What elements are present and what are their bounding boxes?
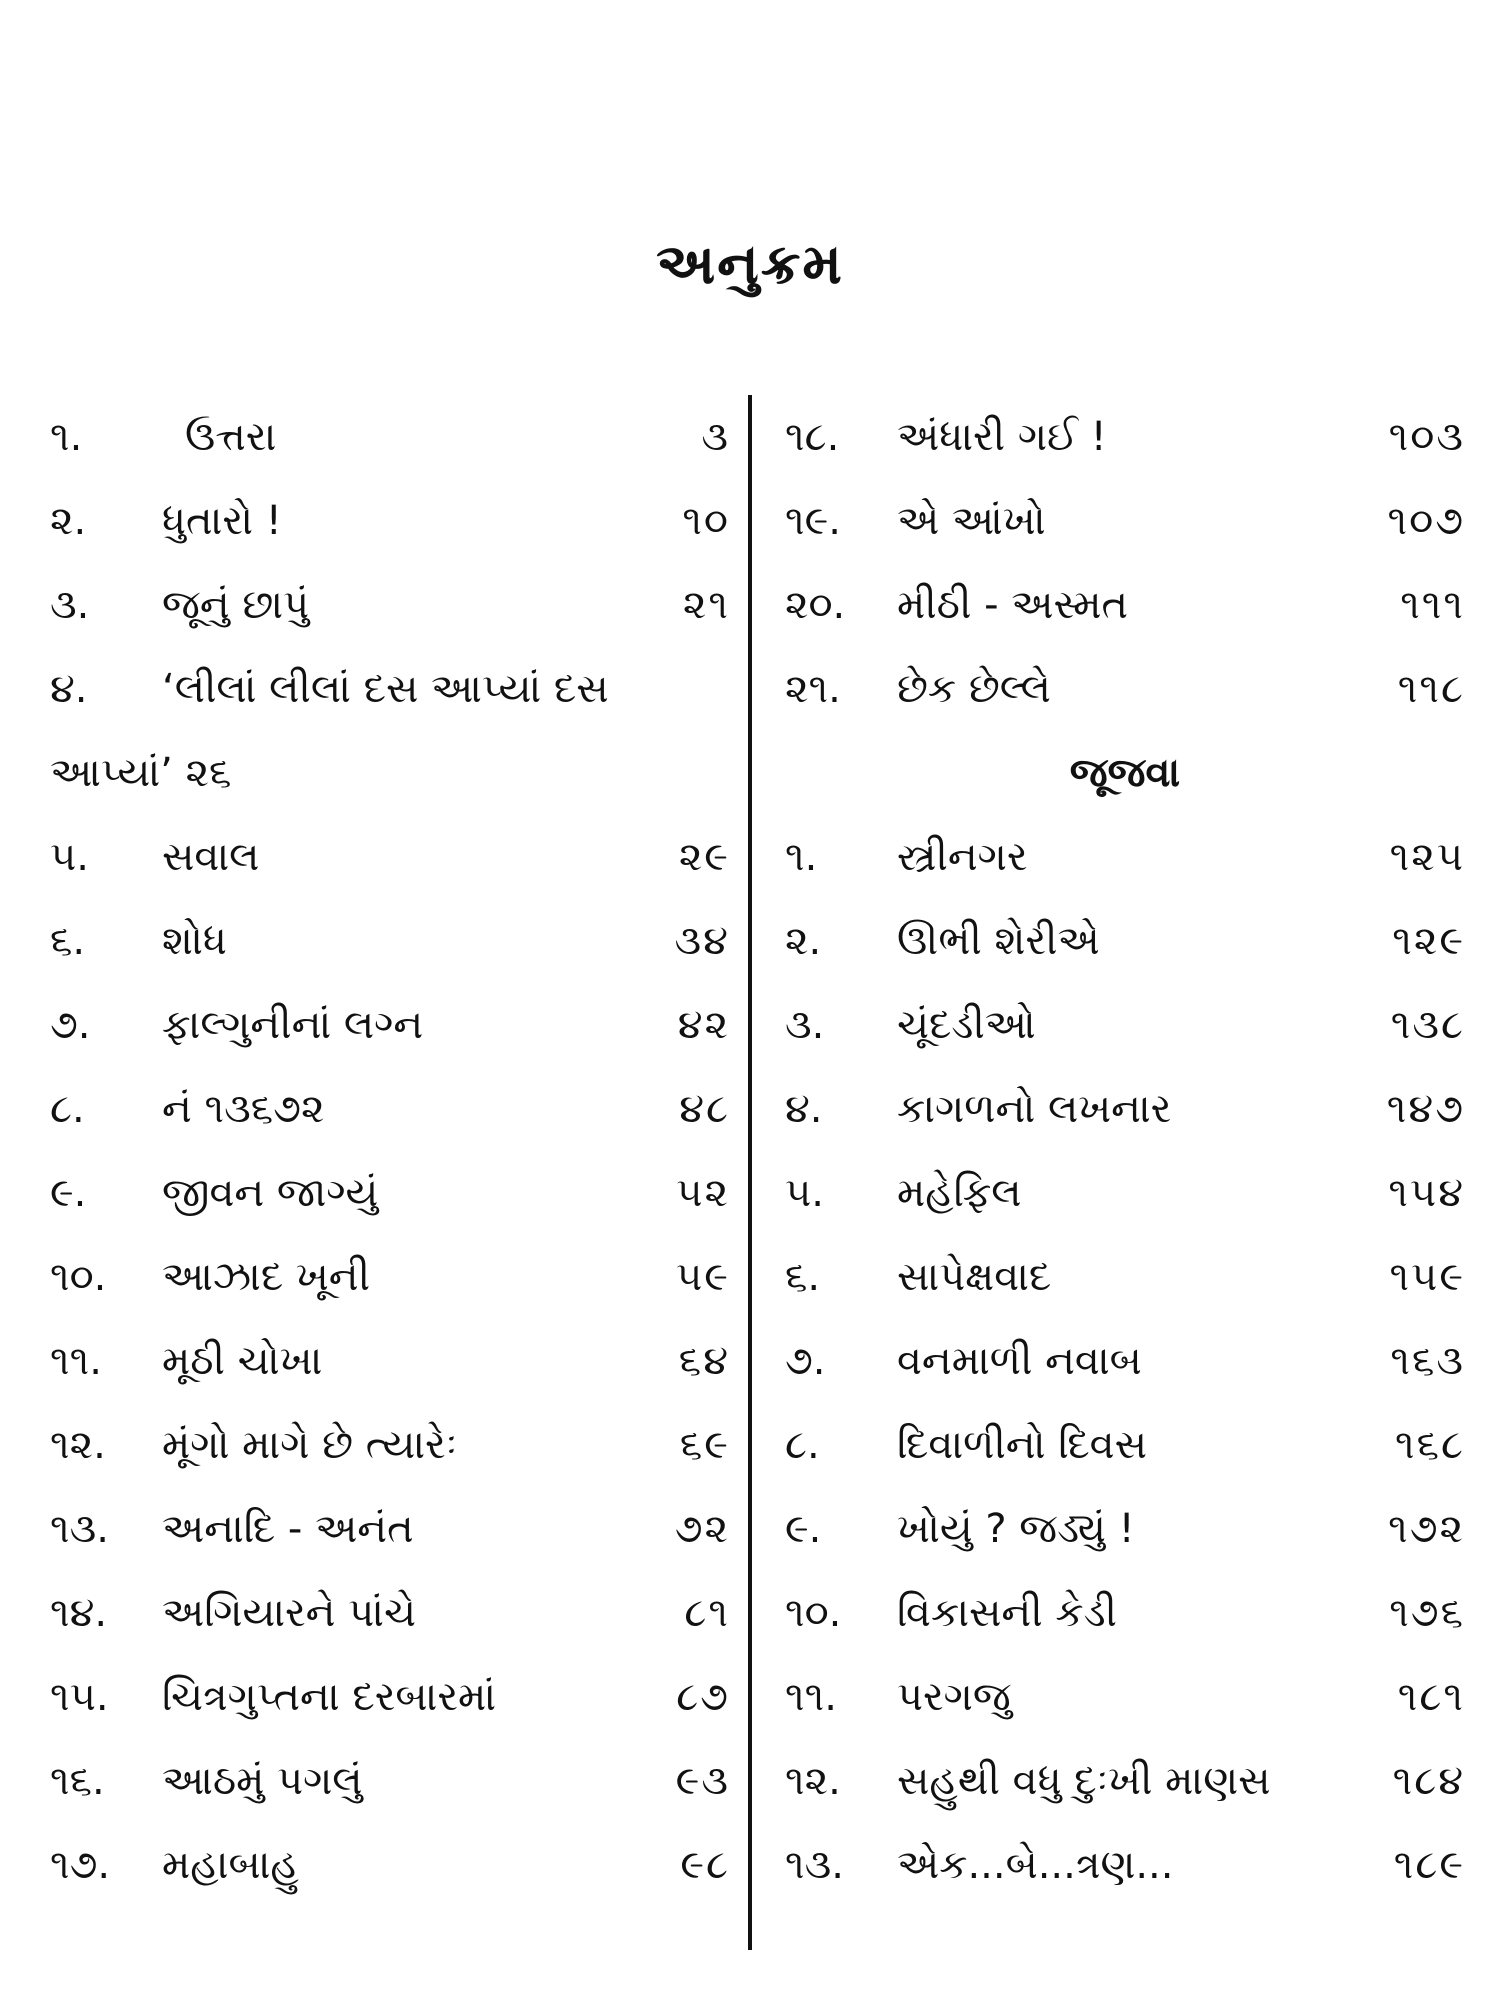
entry-title: અનાદિ - અનંત (162, 1506, 414, 1552)
entry-number: ૧૭. (50, 1842, 111, 1888)
toc-entry (50, 1823, 730, 1907)
toc-entry (50, 563, 730, 647)
entry-number: ૧૬. (50, 1758, 105, 1804)
entry-page-number: ૧૦૭ (1387, 498, 1465, 544)
entry-page-number: ૩ (701, 414, 730, 460)
entry-number: ૮. (50, 1086, 85, 1132)
entry-number: ૪. (50, 666, 88, 712)
entry-number: ૧૧. (785, 1674, 837, 1720)
entry-page-number: ૬૪ (678, 1338, 730, 1384)
entry-number: ૧૦. (50, 1254, 107, 1300)
entry-title: શોધ (162, 918, 227, 964)
entry-title: મૂઠી ચોખા (162, 1338, 323, 1384)
entry-title: આઝાદ ખૂની (162, 1254, 371, 1300)
entry-page-number: ૯૩ (675, 1758, 730, 1804)
toc-entry (50, 1151, 730, 1235)
entry-page-number: ૧૬૮ (1395, 1422, 1465, 1468)
toc-entry (785, 1067, 1465, 1151)
entry-page-number: ૧૪૭ (1386, 1086, 1465, 1132)
toc-entry (50, 1067, 730, 1151)
entry-title: ખોયું ? જડ્યું ! (897, 1506, 1135, 1552)
entry-page-number: ૧૭૬ (1389, 1590, 1465, 1636)
toc-entry (785, 563, 1465, 647)
entry-page-number: ૧૨૯ (1392, 918, 1465, 964)
left-contents-column (50, 395, 730, 1907)
entry-number: ૧. (50, 414, 83, 460)
entry-title: વનમાળી નવાબ (897, 1338, 1142, 1384)
entry-number: ૧૩. (785, 1842, 844, 1888)
entry-title: પરગજુ (897, 1674, 1011, 1720)
entry-number: ૬. (50, 918, 86, 964)
entry-title: છેક છેલ્લે (897, 666, 1051, 712)
toc-entry (50, 899, 730, 983)
entry-title: ફાલ્ગુનીનાં લગ્ન (162, 1002, 424, 1048)
section-heading: જૂજવા (1069, 750, 1181, 796)
entry-title: મહેફિલ (897, 1170, 1022, 1216)
entry-page-number: ૧૨૫ (1389, 834, 1465, 880)
entry-page-number: ૧૮૧ (1397, 1674, 1465, 1720)
entry-title: એ આંખો (897, 498, 1046, 544)
toc-entry (50, 1739, 730, 1823)
entry-title: સાપેક્ષવાદ (897, 1254, 1052, 1300)
entry-number: ૫. (50, 834, 89, 880)
entry-page-number: ૭૨ (674, 1506, 730, 1552)
entry-title: સ્ત્રીનગર (897, 834, 1028, 880)
entry-page-number: ૪૨ (677, 1002, 730, 1048)
entry-page-number: ૧૮૯ (1393, 1842, 1465, 1888)
entry-number: ૯. (785, 1506, 822, 1552)
toc-entry (50, 395, 730, 479)
entry-page-number: ૫૯ (676, 1254, 730, 1300)
entry-number: ૧૨. (785, 1758, 841, 1804)
entry-page-number: ૨૯ (678, 834, 730, 880)
entry-number: ૭. (785, 1338, 826, 1384)
toc-entry (785, 983, 1465, 1067)
entry-page-number: ૧૦ (682, 498, 730, 544)
toc-entry (50, 1655, 730, 1739)
toc-entry (50, 1403, 730, 1487)
entry-number: ૩. (785, 1002, 825, 1048)
entry-number: ૧૮. (785, 414, 840, 460)
entry-page-number: ૨૧ (682, 582, 730, 628)
entry-number: ૨. (50, 498, 87, 544)
entry-title: મૂંગો માગે છે ત્યારેઃ (162, 1422, 458, 1468)
entry-page-number: ૧૧૧ (1400, 582, 1465, 628)
entry-page-number: ૯૮ (680, 1842, 730, 1888)
entry-title: સવાલ (162, 834, 260, 880)
entry-title-line-1: ‘લીલાં લીલાં દસ આપ્યાં દસ (162, 666, 609, 712)
entry-page-number: ૧૫૯ (1389, 1254, 1465, 1300)
entry-title: એક...બે...ત્રણ... (897, 1842, 1174, 1888)
entry-page-number: ૧૫૪ (1388, 1170, 1465, 1216)
entry-title: ઉત્તરા (185, 414, 277, 460)
toc-entry (785, 395, 1465, 479)
entry-number: ૧૧. (50, 1338, 102, 1384)
entry-title: દિવાળીનો દિવસ (897, 1422, 1147, 1468)
entry-title: ધુતારો ! (162, 498, 282, 544)
toc-entry (50, 1571, 730, 1655)
entry-number: ૭. (50, 1002, 91, 1048)
toc-entry (785, 1655, 1465, 1739)
toc-entry (785, 1151, 1465, 1235)
entry-number: ૩. (50, 582, 90, 628)
entry-number: ૨૧. (785, 666, 841, 712)
entry-title-line-2: આપ્યાં’ ૨૬ (50, 750, 232, 796)
entry-number: ૧૫. (50, 1674, 109, 1720)
entry-title: સહુથી વધુ દુઃખી માણસ (897, 1758, 1271, 1804)
entry-title: કાગળનો લખનાર (897, 1086, 1172, 1132)
entry-title: આઠમું પગલું (162, 1758, 363, 1804)
entry-page-number: ૩૪ (674, 918, 730, 964)
entry-number: ૧૨. (50, 1422, 106, 1468)
entry-title: અંધારી ગઈ ! (897, 414, 1107, 460)
toc-entry (785, 647, 1465, 731)
toc-entry (50, 1319, 730, 1403)
entry-number: ૯. (50, 1170, 87, 1216)
entry-number: ૮. (785, 1422, 820, 1468)
entry-title: જીવન જાગ્યું (162, 1170, 379, 1216)
toc-entry (785, 1739, 1465, 1823)
toc-entry (785, 815, 1465, 899)
toc-entry (785, 1571, 1465, 1655)
entry-number: ૧૯. (785, 498, 841, 544)
entry-title: વિકાસની કેડી (897, 1590, 1117, 1636)
entry-title: ચૂંદડીઓ (897, 1002, 1036, 1048)
toc-entry (785, 1319, 1465, 1403)
contents-title: અનુક્રમ (656, 232, 844, 297)
entry-number: ૧. (785, 834, 818, 880)
column-divider (748, 395, 752, 1950)
entry-title: ઊભી શેરીએ (897, 918, 1100, 964)
entry-page-number: ૫૨ (676, 1170, 730, 1216)
entry-number: ૧૦. (785, 1590, 842, 1636)
entry-title: જૂનું છાપું (162, 582, 310, 628)
entry-page-number: ૧૭૨ (1388, 1506, 1465, 1552)
entry-number: ૧૩. (50, 1506, 109, 1552)
entry-title: નં ૧૩૬૭૨ (162, 1086, 325, 1132)
entry-page-number: ૧૧૮ (1397, 666, 1465, 712)
entry-page-number: ૧૬૩ (1390, 1338, 1465, 1384)
entry-page-number: ૮૧ (684, 1590, 730, 1636)
entry-title: અગિયારને પાંચે (162, 1590, 416, 1636)
toc-entry (50, 1487, 730, 1571)
entry-number: ૬. (785, 1254, 821, 1300)
entry-page-number: ૬૯ (679, 1422, 730, 1468)
toc-entry (785, 1403, 1465, 1487)
entry-page-number: ૮૭ (676, 1674, 730, 1720)
toc-entry (785, 479, 1465, 563)
entry-number: ૫. (785, 1170, 824, 1216)
toc-entry (50, 479, 730, 563)
toc-entry (785, 1487, 1465, 1571)
entry-number: ૧૪. (50, 1590, 108, 1636)
entry-page-number: ૧૮૪ (1392, 1758, 1465, 1804)
toc-entry (50, 1235, 730, 1319)
entry-number: ૪. (785, 1086, 823, 1132)
entry-page-number: ૧૩૮ (1390, 1002, 1465, 1048)
entry-number: ૨૦. (785, 582, 846, 628)
right-contents-column (785, 395, 1465, 1907)
entry-title: મીઠી - અસ્મત (897, 582, 1129, 628)
entry-title: મહાબાહુ (162, 1842, 299, 1888)
entry-number: ૨. (785, 918, 822, 964)
toc-entry (50, 815, 730, 899)
toc-entry (785, 1235, 1465, 1319)
toc-entry (785, 1823, 1465, 1907)
entry-page-number: ૧૦૩ (1388, 414, 1465, 460)
toc-entry (50, 983, 730, 1067)
entry-title: ચિત્રગુપ્તના દરબારમાં (162, 1674, 497, 1720)
toc-entry-wrapped (50, 647, 730, 815)
entry-page-number: ૪૮ (679, 1086, 730, 1132)
toc-entry (785, 899, 1465, 983)
